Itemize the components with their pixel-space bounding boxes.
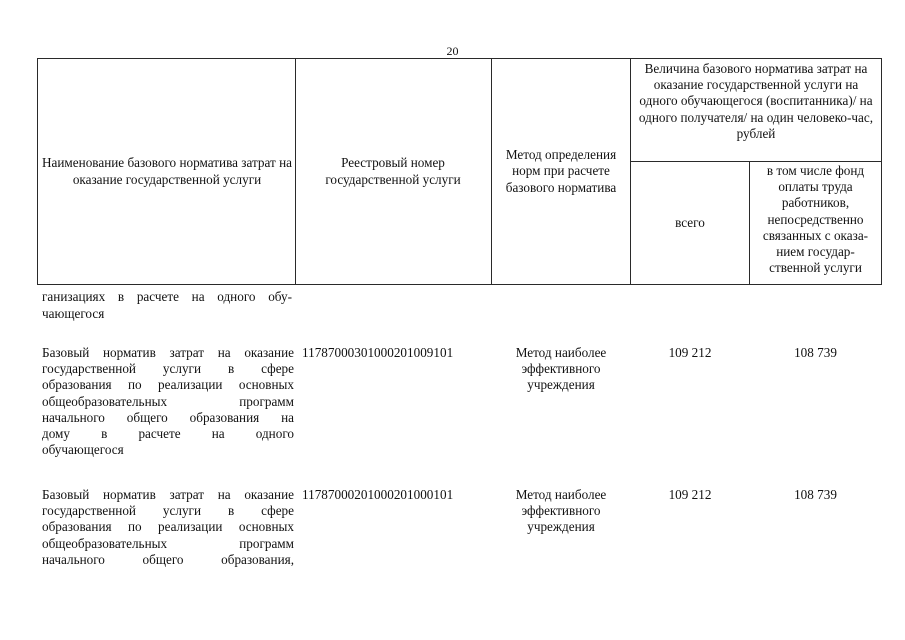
- name-line: образования по реализации основных: [42, 377, 294, 393]
- header-norm-group-text: Величина базового норматива затрат на оказание государственной услуги на одного обучающегося (воспитанника)/ на одного получателя/ на один человеко-час, рублей: [638, 61, 874, 141]
- name-line: общеобразовательных программ: [42, 393, 294, 409]
- table-right-border: [881, 58, 882, 285]
- header-registry-number-text: Реестровый номер государственной услуги: [325, 155, 461, 187]
- header-including-payroll-text: в том числе фонд оплаты труда работников, непосредственно связанных с оказа-нием государ-ственной услуги: [762, 163, 869, 276]
- header-norm-group: [633, 61, 879, 142]
- table-col-divider-4: [749, 161, 750, 285]
- name-line: начального общего образования на: [42, 409, 294, 425]
- table-left-border: [37, 58, 38, 285]
- table-col-divider-2: [491, 58, 492, 285]
- row-method: Метод наиболее эффективного учреждения: [515, 345, 607, 393]
- row-total: 109 212: [668, 487, 712, 502]
- header-total-text: всего: [675, 214, 705, 230]
- row-total: 109 212: [668, 345, 712, 360]
- name-line: общеобразовательных программ: [42, 535, 294, 551]
- row-including-payroll: 108 739: [794, 487, 837, 502]
- row-including-payroll: 108 739: [794, 345, 837, 360]
- header-service-name-text: Наименование базового норматива затрат на оказание государственной услуги: [42, 155, 293, 187]
- table-col-divider-1: [295, 58, 296, 285]
- name-line: начального общего образования,: [42, 551, 294, 567]
- header-including-payroll: [752, 163, 879, 276]
- row-registry-number: 11787000201000201000101: [302, 487, 454, 502]
- row-service-name: [42, 345, 294, 458]
- row-method: Метод наиболее эффективного учреждения: [515, 487, 607, 535]
- row-registry-number: 11787000301000201009101: [302, 345, 454, 360]
- header-registry-number: [299, 58, 487, 285]
- name-line: государственной услуги в сфере: [42, 503, 294, 519]
- name-line: государственной услуги в сфере: [42, 361, 294, 377]
- header-method-text: Метод определения норм при расчете базового норматива: [505, 147, 617, 195]
- name-line: образования по реализации основных: [42, 519, 294, 535]
- name-line: Базовый норматив затрат на оказание: [42, 487, 294, 502]
- header-service-name: [42, 58, 292, 285]
- header-total: [631, 162, 749, 284]
- name-line: Базовый норматив затрат на оказание: [42, 345, 294, 360]
- row-service-name: [42, 487, 294, 568]
- continued-row-text: [42, 288, 292, 322]
- page-number: 20: [446, 44, 459, 58]
- header-method: [494, 58, 628, 285]
- name-line: обучающегося: [42, 442, 124, 458]
- continued-row-text-content: ганизациях в расчете на одного обу-чающегося: [42, 289, 292, 321]
- name-line: дому в расчете на одного: [42, 426, 294, 442]
